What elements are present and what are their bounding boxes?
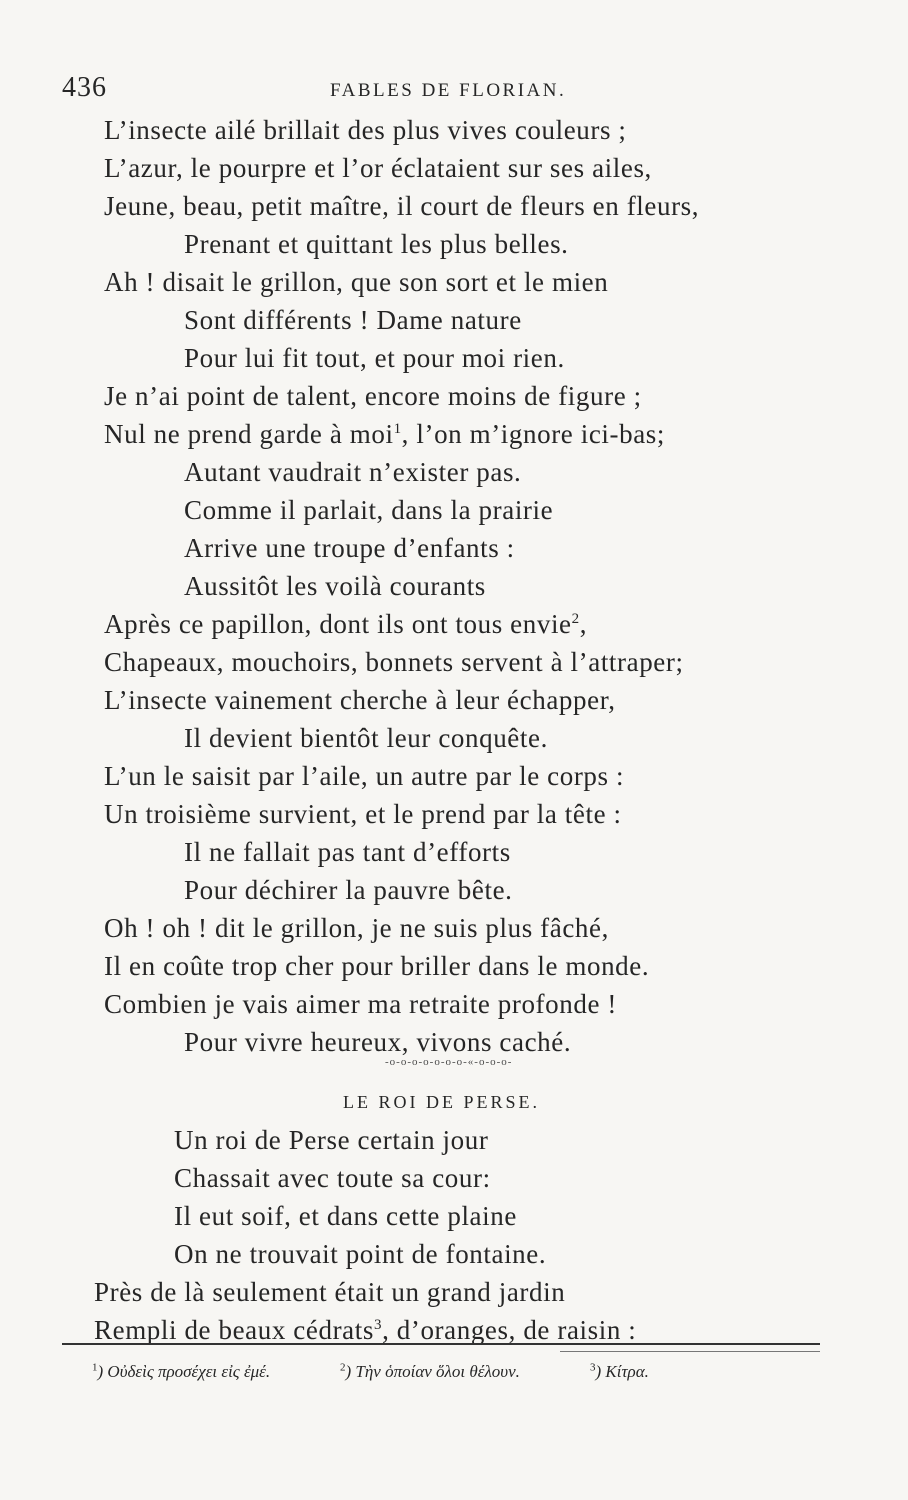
verse-line: Prenant et quittant les plus belles. [184,229,569,259]
footnote-mark: 2 [340,1361,346,1374]
verse-line: Il ne fallait pas tant d’efforts [184,837,511,867]
verse-text: , d’oranges, de raisin : [382,1315,637,1345]
footnote-ref-1: 1 [393,421,402,437]
verse-line [104,418,665,450]
footnote-text: ) Τὴν ὁποίαν ὅλοι θέλουν. [345,1362,520,1381]
verse-line: Un troisième survient, et le prend par la tête : [104,799,622,829]
page-header [0,72,908,106]
verse-line: Combien je vais aimer ma retraite profonde ! [104,989,617,1019]
verse-line: Il eut soif, et dans cette plaine [174,1201,517,1231]
footnote-ref-3: 3 [373,1317,383,1333]
verse-line: Sont différents ! Dame nature [184,305,522,335]
verse-line: Chapeaux, mouchoirs, bonnets servent à l’attraper; [104,647,684,677]
verse-line: Arrive une troupe d’enfants : [184,533,515,563]
running-title: FABLES DE FLORIAN. [330,80,567,101]
verse-text: Nul ne prend garde à moi [104,419,394,449]
verse-line: Pour vivre heureux, vivons caché. [184,1027,572,1057]
verse-line: Comme il parlait, dans la prairie [184,495,554,525]
verse-line: Oh ! oh ! dit le grillon, je ne suis plus fâché, [104,913,609,943]
footnote-3 [590,1362,649,1382]
fable-title: LE ROI DE PERSE. [343,1092,541,1112]
footnote-ref-2: 2 [571,611,580,627]
verse-line: Pour lui fit tout, et pour moi rien. [184,343,565,373]
footnotes [92,1362,852,1392]
footnote-mark: 3 [590,1361,596,1374]
verse-line: Je n’ai point de talent, encore moins de figure ; [104,381,642,411]
verse-line: Ah ! disait le grillon, que son sort et le mien [104,267,609,297]
section-ornament: -o-o-o-o-o-o-o-«-o-o-o- [385,1056,513,1068]
verse-line: Chassait avec toute sa cour: [174,1163,491,1193]
verse-line: On ne trouvait point de fontaine. [174,1239,547,1269]
verse-line: L’un le saisit par l’aile, un autre par le corps : [104,761,625,791]
footnote-1 [92,1362,270,1382]
footnote-rule [62,1343,820,1345]
verse-line: Autant vaudrait n’exister pas. [184,457,522,487]
verse-line: Jeune, beau, petit maître, il court de fleurs en fleurs, [104,191,700,221]
footnote-2 [340,1362,520,1382]
verse-text: Après ce papillon, dont ils ont tous envie [104,609,572,639]
verse-line [94,1314,636,1346]
footnote-mark: 1 [92,1361,98,1374]
footnote-text: ) Οὐδεὶς προσέχει εἰς ἐμέ. [97,1362,271,1381]
page-number: 436 [62,72,107,103]
verse-text: , [579,609,588,639]
verse-line: Près de là seulement était un grand jardin [94,1277,566,1307]
verse-line: L’azur, le pourpre et l’or éclataient sur ses ailes, [104,153,652,183]
verse-line: Il en coûte trop cher pour briller dans le monde. [104,951,650,981]
verse-line: Un roi de Perse certain jour [174,1125,489,1155]
footnote-text: ) Κίτρα. [595,1362,649,1381]
footnote-rule-secondary [560,1351,820,1352]
verse-line: L’insecte ailé brillait des plus vives couleurs ; [104,115,627,145]
verse-text: , l’on m’ignore ici-bas; [401,419,666,449]
verse-text: Rempli de beaux cédrats [94,1315,374,1345]
verse-line [104,608,587,640]
verse-line: L’insecte vainement cherche à leur échapper, [104,685,616,715]
verse-line: Aussitôt les voilà courants [184,571,486,601]
verse-line: Pour déchirer la pauvre bête. [184,875,513,905]
verse-line: Il devient bientôt leur conquête. [184,723,548,753]
